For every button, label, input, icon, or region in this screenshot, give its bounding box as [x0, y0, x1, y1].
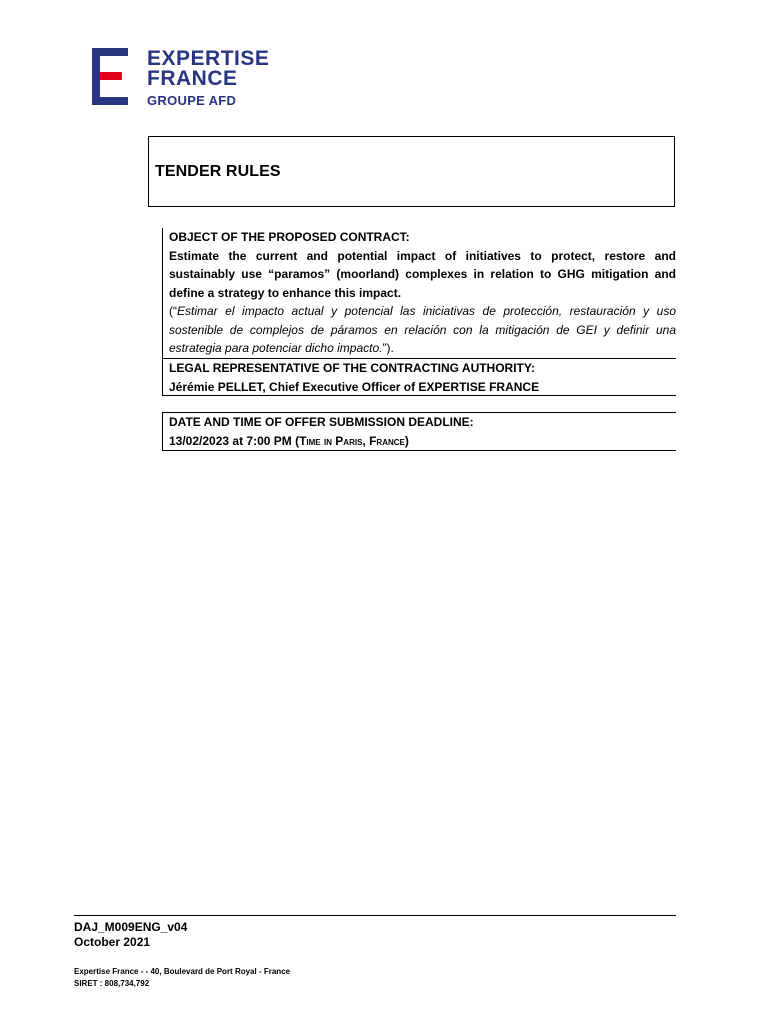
deadline-date: 13/02/2023 at 7:00 PM ( — [169, 433, 300, 448]
title-box — [148, 136, 675, 207]
legal-heading: LEGAL REPRESENTATIVE OF THE CONTRACTING AUTHORITY: — [169, 361, 535, 375]
deadline-section — [162, 412, 676, 451]
footer-address-block — [74, 966, 290, 990]
object-spanish-text — [169, 302, 676, 358]
logo-wordmark — [147, 48, 269, 110]
deadline-close: ) — [404, 433, 409, 448]
footer-siret: SIRET : 808,734,792 — [74, 979, 150, 988]
page-title: TENDER RULES — [155, 163, 281, 180]
footer-code: DAJ_M009ENG_v04 — [74, 920, 188, 934]
expertise-france-logo — [92, 48, 282, 108]
logo-line-groupe-afd: GROUPE AFD — [147, 93, 237, 108]
deadline-timezone: Time in Paris, France — [299, 433, 405, 448]
deadline-heading: DATE AND TIME OF OFFER SUBMISSION DEADLINE: — [169, 415, 474, 429]
footer-date: October 2021 — [74, 935, 151, 949]
object-close-quote: ”). — [382, 341, 394, 355]
object-text: Estimate the current and potential impact of initiatives to protect, restore and sustainably use “paramos” (moorland) complexes in relation to GHG mitigation and define a strategy to enhance this impact. — [169, 248, 676, 300]
expertise-france-e-icon — [92, 48, 128, 105]
legal-representative: Jérémie PELLET, Chief Executive Officer of EXPERTISE FRANCE — [169, 379, 540, 394]
object-italic-text: Estimar el impacto actual y potencial las iniciativas de protección, restauración y uso sostenible de complejos de páramos en relación con la mitigación de GEI y definir una estrategia para potenciar dicho impacto. — [169, 304, 676, 355]
object-open-quote: (“ — [169, 304, 177, 318]
footer-document-code — [74, 920, 187, 950]
object-section — [162, 228, 676, 358]
footer-divider — [74, 915, 676, 916]
deadline-value — [169, 432, 676, 451]
logo-line-expertise: EXPERTISE — [147, 47, 270, 70]
footer-address: Expertise France - - 40, Boulevard de Port Royal - France — [74, 967, 291, 976]
logo-line-france: FRANCE — [147, 67, 238, 90]
object-heading: OBJECT OF THE PROPOSED CONTRACT: — [169, 230, 410, 244]
legal-section — [162, 358, 676, 396]
